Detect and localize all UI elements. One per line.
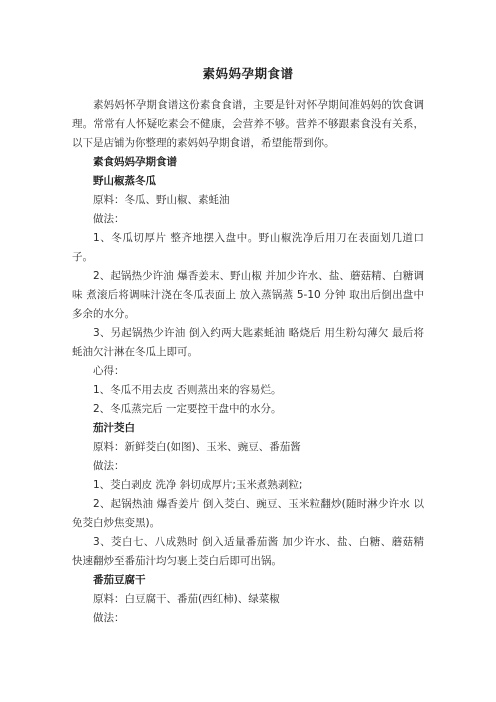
body-paragraph: 1、茭白剥皮 洗净 斜切成厚片;玉米煮熟剥粒; bbox=[93, 479, 303, 491]
body-paragraph: 心得： bbox=[93, 365, 125, 377]
body-paragraph: 原料：白豆腐干、番茄(西红柿)、绿菜椒 bbox=[93, 593, 280, 605]
body-paragraph: 3、茭白七、八成熟时 倒入适量番茄酱 加少许水、盐、白糖、蘑菇精 快速翻炒至番茄汁均匀裹上茭白后即可出锅。 bbox=[72, 536, 424, 567]
body-paragraph: 2、起锅热少许油 爆香姜末、野山椒 并加少许水、盐、蘑菇精、白糖调味 煮滚后将调味汁浇在冬瓜表面上 放入蒸锅蒸 5-10 分钟 取出后倒出盘中多余的水分。 bbox=[72, 270, 424, 320]
body-paragraph: 原料：冬瓜、野山椒、素蚝油 bbox=[93, 194, 230, 206]
body-paragraph: 做法： bbox=[93, 460, 125, 472]
body-paragraph: 1、冬瓜不用去皮 否则蒸出来的容易烂。 bbox=[93, 384, 282, 396]
document-body bbox=[72, 96, 424, 628]
section-heading: 素食妈妈孕期食谱 bbox=[93, 156, 177, 168]
section-heading: 茄汁茭白 bbox=[93, 422, 135, 434]
body-paragraph: 做法： bbox=[93, 213, 125, 225]
body-paragraph: 1、冬瓜切厚片 整齐地摆入盘中。野山椒洗净后用刀在表面划几道口子。 bbox=[72, 232, 424, 263]
body-paragraph: 原料：新鲜茭白(如图)、玉米、豌豆、番茄酱 bbox=[93, 441, 301, 453]
document-title: 素妈妈孕期食谱 bbox=[202, 66, 294, 81]
body-paragraph: 2、起锅热油 爆香姜片 倒入茭白、豌豆、玉米粒翻炒(随时淋少许水 以免茭白炒焦变黑)。 bbox=[72, 498, 424, 529]
section-heading: 番茄豆腐干 bbox=[93, 574, 146, 586]
body-paragraph: 素妈妈怀孕期食谱这份素食食谱，主要是针对怀孕期间准妈妈的饮食调理。常常有人怀疑吃素会不健康，会营养不够。营养不够跟素食没有关系，以下是店铺为你整理的素妈妈孕期食谱，希望能帮到你。 bbox=[72, 99, 424, 149]
body-paragraph: 2、冬瓜蒸完后 一定要控干盘中的水分。 bbox=[93, 403, 282, 415]
body-paragraph: 3、另起锅热少许油 倒入约两大匙素蚝油 略烧后 用生粉勾薄欠 最后将蚝油欠汁淋在冬瓜上即可。 bbox=[72, 327, 424, 358]
body-paragraph: 做法： bbox=[93, 612, 125, 624]
section-heading: 野山椒蒸冬瓜 bbox=[93, 175, 156, 187]
